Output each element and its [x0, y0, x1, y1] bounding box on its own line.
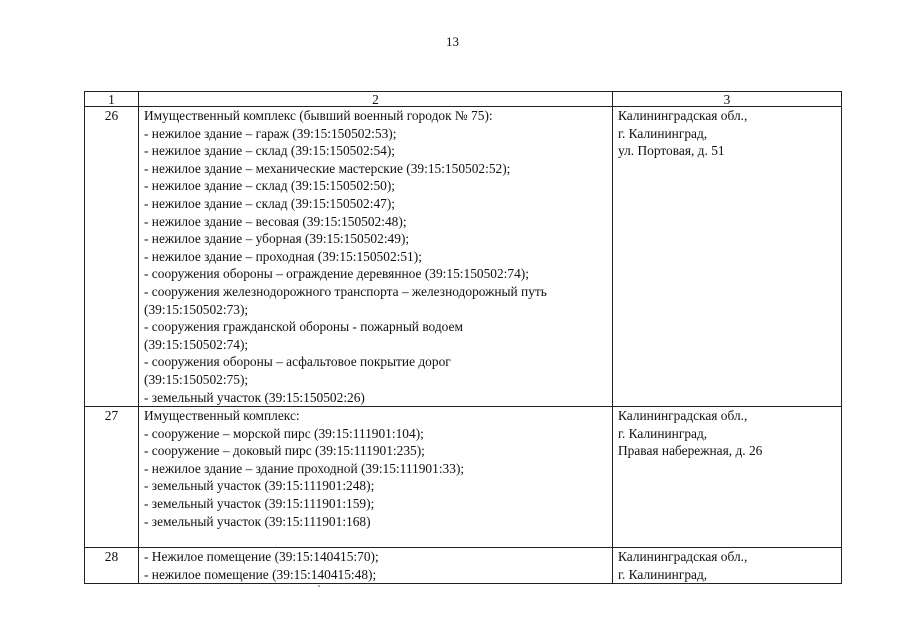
list-item: - земельный участок (39:15:111901:168): [144, 513, 371, 529]
page-number: 13: [446, 34, 459, 49]
address-line: г. Калининград,: [618, 125, 708, 141]
table-header-row: [85, 92, 842, 107]
property-address: [613, 107, 842, 407]
address-line: ул. Портовая, д. 51: [618, 143, 725, 159]
row-number: 28: [85, 548, 139, 584]
list-item: - земельный участок (39:15:111901:248);: [144, 478, 375, 494]
list-item: - нежилое помещение (39:15:140415:48);: [144, 566, 377, 582]
list-item: Имущественный комплекс (бывший военный городок № 75):: [144, 108, 493, 123]
property-description: [139, 548, 613, 584]
list-item: - сооружение – доковый пирс (39:15:111901:235);: [144, 443, 425, 459]
list-item: - нежилое здание – проходная (39:15:150502:51);: [144, 248, 422, 264]
address-line: Калининградская обл.,: [618, 408, 748, 424]
header-col-3: 3: [613, 92, 842, 107]
list-item: - нежилое здание – гараж (39:15:150502:53);: [144, 125, 397, 141]
property-description: [139, 107, 613, 407]
list-item: - нежилое здание – уборная (39:15:150502:49);: [144, 231, 410, 247]
list-item: (39:15:150502:73);: [144, 301, 249, 317]
list-item: - сооружения обороны – ограждение деревянное (39:15:150502:74);: [144, 266, 529, 282]
list-item: - земельный участок (39:15:150502:26): [144, 389, 365, 405]
address-line: Правая набережная, д. 26: [618, 443, 763, 459]
list-item: - нежилое здание – склад (39:15:150502:50);: [144, 178, 396, 194]
list-item: - сооружения обороны – асфальтовое покрытие дорог: [144, 354, 451, 370]
table-row: [85, 548, 842, 584]
header-col-2: 2: [139, 92, 613, 107]
address-line: Калининградская обл.,: [618, 549, 748, 565]
property-address: [613, 548, 842, 584]
list-item: (39:15:150502:74);: [144, 336, 249, 352]
list-item: (39:15:150502:75);: [144, 371, 249, 387]
list-item: Имущественный комплекс:: [144, 408, 300, 424]
row-number: 26: [85, 107, 139, 407]
list-item: - нежилое здание – склад (39:15:150502:54);: [144, 143, 396, 159]
property-address: [613, 407, 842, 548]
list-item: - сооружения гражданской обороны - пожарный водоем: [144, 319, 463, 335]
address-line: г. Калининград,: [618, 566, 708, 582]
list-item: - сооружения железнодорожного транспорта – железнодорожный путь: [144, 283, 547, 299]
list-item: - нежилое здание – склад (39:15:150502:47);: [144, 195, 396, 211]
list-item: - сооружение – морской пирс (39:15:111901:104);: [144, 425, 424, 441]
address-line: Калининградская обл.,: [618, 108, 748, 123]
address-line: г. Калининград,: [618, 425, 708, 441]
header-col-1: 1: [85, 92, 139, 107]
list-item: - земельный участок (39:15:111901:159);: [144, 496, 375, 512]
table-row: [85, 407, 842, 548]
list-item: - нежилое здание – весовая (39:15:150502:48);: [144, 213, 407, 229]
scan-speck: [318, 585, 320, 587]
table-row: [85, 107, 842, 407]
list-item: - нежилое здание – механические мастерские (39:15:150502:52);: [144, 160, 511, 176]
property-description: [139, 407, 613, 548]
list-item: - нежилое здание – здание проходной (39:15:111901:33);: [144, 460, 465, 476]
row-number: 27: [85, 407, 139, 548]
property-table: [84, 91, 842, 584]
list-item: - Нежилое помещение (39:15:140415:70);: [144, 549, 379, 565]
